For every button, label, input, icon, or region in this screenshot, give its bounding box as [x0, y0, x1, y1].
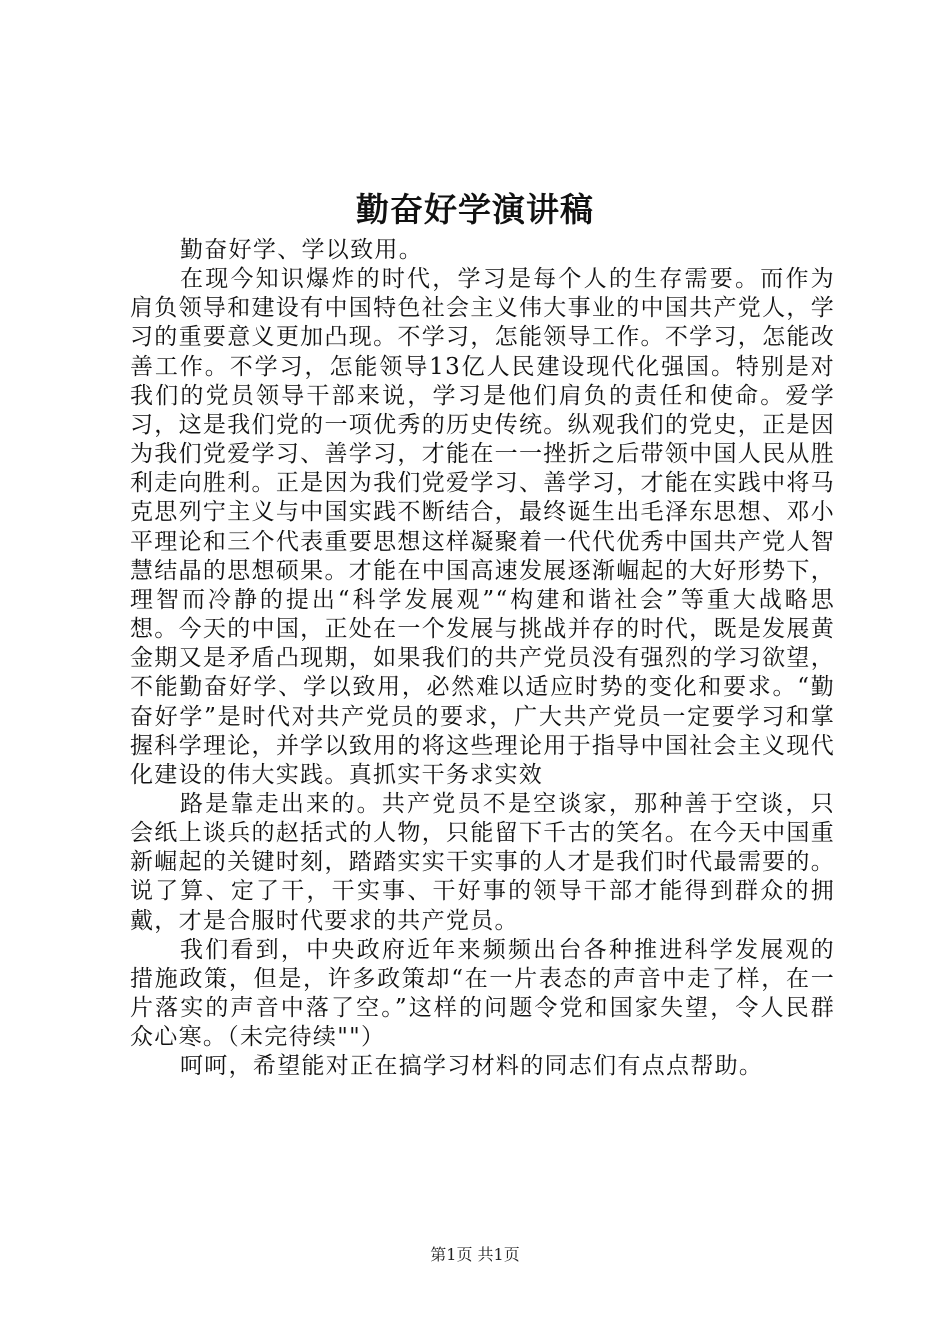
page-footer: 第1页 共1页	[430, 1245, 520, 1264]
paragraph-policy: 我们看到，中央政府近年来频频出台各种推进科学发展观的措施政策，但是，许多政策却“在一片表态的声音中走了样，在一片落实的声音中落了空。”这样的问题令党和国家失望，令人民群众心寒。（未完待续""）	[130, 936, 835, 1051]
document-body	[130, 236, 835, 1082]
paragraph-action: 路是靠走出来的。共产党员不是空谈家，那种善于空谈，只会纸上谈兵的赵括式的人物，只能留下千古的笑名。在今天中国重新崛起的关键时刻，踏踏实实干实事的人才是我们时代最需要的。说了算、定了干，干实事、干好事的领导干部才能得到群众的拥戴，才是合服时代要求的共产党员。	[130, 790, 835, 934]
document-title: 勤奋好学演讲稿	[356, 190, 594, 229]
paragraph-learning: 在现今知识爆炸的时代，学习是每个人的生存需要。而作为肩负领导和建设有中国特色社会主义伟大事业的中国共产党人，学习的重要意义更加凸现。不学习，怎能领导工作。不学习，怎能改善工作。不学习，怎能领导13亿人民建设现代化强国。特别是对我们的党员领导干部来说，学习是他们肩负的责任和使命。爱学习，这是我们党的一项优秀的历史传统。纵观我们的党史，正是因为我们党爱学习、善学习，才能在一一挫折之后带领中国人民从胜利走向胜利。正是因为我们党爱学习、善学习，才能在实践中将马克思列宁主义与中国实践不断结合，最终诞生出毛泽东思想、邓小平理论和三个代表重要思想这样凝聚着一代代优秀中国共产党人智慧结晶的思想硕果。才能在中国高速发展逐渐崛起的大好形势下，理智而冷静的提出“科学发展观”“构建和谐社会”等重大战略思想。今天的中国，正处在一个发展与挑战并存的时代，既是发展黄金期又是矛盾凸现期，如果我们的共产党员没有强烈的学习欲望，不能勤奋好学、学以致用，必然难以适应时势的变化和要求。“勤奋好学”是时代对共产党员的要求，广大共产党员一定要学习和掌握科学理论，并学以致用的将这些理论用于指导中国社会主义现代化建设的伟大实践。真抓实干务求实效	[130, 266, 835, 788]
paragraph-intro: 勤奋好学、学以致用。	[180, 237, 423, 263]
paragraph-closing: 呵呵，希望能对正在搞学习材料的同志们有点点帮助。	[180, 1053, 764, 1080]
